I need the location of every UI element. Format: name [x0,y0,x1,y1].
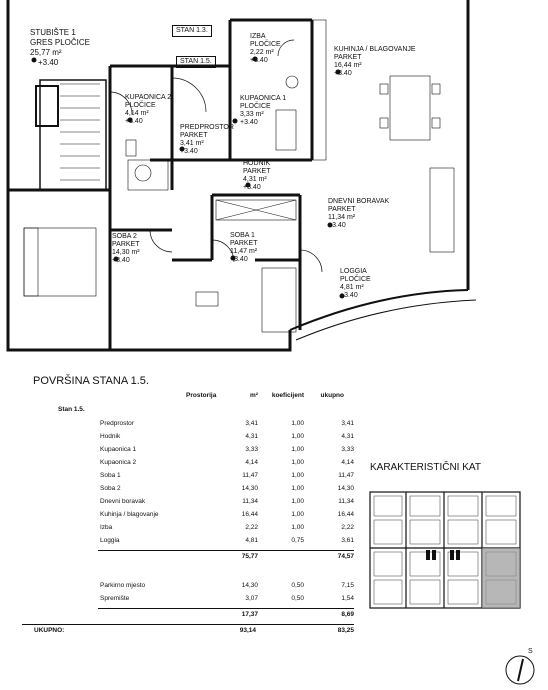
room-name: PREDPROSTOR [180,124,234,131]
cell-name: Predprostor [100,420,134,427]
subtotal-total: 74,57 [337,553,354,560]
room-area: 11,47 m² [230,248,258,255]
room-floor: PLOČICE [340,276,371,283]
room-area: 4,31 m² [243,176,267,183]
cell-name: Izba [100,524,113,531]
stair-label [30,28,90,68]
room-floor: PARKET [230,240,258,247]
bed-soba1 [262,268,296,332]
room-name: IZBA [250,33,266,40]
cell-coef: 1,00 [291,472,304,479]
cell-m2: 16,44 [241,511,258,518]
tag-stan-1-5: STAN 1.5. [176,56,216,68]
cell-coef: 0,50 [291,582,304,589]
cell-m2: 4,14 [245,459,258,466]
cell-m2: 14,30 [241,485,258,492]
room-label-kupaonica-2 [125,94,171,126]
cell-coef: 1,00 [291,485,304,492]
stair-level: +3.40 [38,58,59,67]
room-level: +3.40 [243,184,261,191]
cell-coef: 1,00 [291,459,304,466]
header-prostorija: Prostorija [186,392,217,399]
room-floor: PARKET [334,54,362,61]
cell-coef: 0,50 [291,595,304,602]
cell-total: 7,15 [341,582,354,589]
table-row [58,485,354,497]
room-floor: PARKET [180,132,208,139]
room-name: DNEVNI BORAVAK [328,198,390,205]
total-ukupno: 83,25 [337,627,354,634]
room-floor: PARKET [243,168,271,175]
cell-name: Loggia [100,537,120,544]
cell-total: 3,33 [341,446,354,453]
room-area: 2,22 m² [250,49,274,56]
unit-label: Stan 1.5. [58,406,85,413]
dining-table [390,76,430,140]
header-m2: m² [250,392,258,399]
cell-total: 16,44 [337,511,354,518]
cell-name: Spremište [100,595,130,602]
room-floor: PLOČICE [240,103,271,110]
room-label-kupaonica-1 [240,95,286,127]
room-level: +3.40 [240,119,258,126]
cell-total: 1,54 [341,595,354,602]
room-label-kuhinja [334,46,416,78]
room-name: SOBA 2 [112,233,137,240]
room-area: 16,44 m² [334,62,362,69]
cell-m2: 3,41 [245,420,258,427]
subtotal-row [58,611,354,623]
table-title: POVRŠINA STANA 1.5. [33,375,149,387]
cell-name: Parkirno mjesto [100,582,146,589]
cell-name: Hodnik [100,433,121,440]
bed-soba2 [24,228,96,296]
room-label-predprostor [180,124,234,156]
room-level: +3.40 [334,70,352,77]
table-row [58,446,354,458]
table-row [58,537,354,549]
divider [98,550,354,551]
subtotal-m2: 17,37 [241,611,258,618]
table-row [58,595,354,607]
room-level: +3.40 [125,118,143,125]
cell-m2: 11,34 [242,498,258,505]
cell-name: Soba 2 [100,485,121,492]
room-floor: PLOČICE [250,41,281,48]
subtotal-row [58,553,354,565]
cell-m2: 11,47 [242,472,258,479]
cell-m2: 4,81 [245,537,258,544]
total-label: UKUPNO: [34,627,65,634]
room-label-loggia [340,268,371,300]
subtotal-m2: 75,77 [241,553,258,560]
room-level: +3.40 [230,256,248,263]
bathtub [128,160,168,190]
stair-floor: GRES PLOČICE [30,38,91,47]
room-name: KUHINJA / BLAGOVANJE [334,46,416,53]
cell-name: Kuhinja / blagovanje [100,511,159,518]
cell-m2: 2,22 [245,524,258,531]
room-level: +3.40 [250,57,268,64]
header-ukupno: ukupno [320,392,344,399]
north-arrow-icon [502,648,542,686]
room-area: 3,33 m² [240,111,264,118]
cell-coef: 0,75 [291,537,304,544]
cell-total: 4,14 [341,459,354,466]
cell-name: Dnevni boravak [100,498,146,505]
cell-total: 3,41 [341,420,354,427]
room-label-soba-2 [112,233,140,265]
highlighted-apartment [482,548,520,608]
room-area: 14,30 m² [112,249,140,256]
cell-total: 14,30 [337,485,354,492]
cell-coef: 1,00 [291,446,304,453]
room-name: KUPAONICA 1 [240,95,287,102]
room-area: 11,34 m² [328,214,356,221]
key-plan-title: KARAKTERISTIČNI KAT [370,462,481,473]
cell-m2: 14,30 [241,582,258,589]
kitchen-counter [312,20,326,160]
table-row [58,472,354,484]
cell-coef: 1,00 [291,498,304,505]
room-label-izba [250,33,281,65]
room-floor: PARKET [328,206,356,213]
cell-m2: 3,07 [245,595,258,602]
cell-coef: 1,00 [291,511,304,518]
cell-m2: 4,31 [245,433,258,440]
cell-total: 11,34 [338,498,354,505]
cell-coef: 1,00 [291,524,304,531]
sofa [430,168,454,252]
cell-name: Kupaonica 2 [100,459,137,466]
header-koeficijent: koeficijent [271,392,304,399]
room-level: +3.40 [112,257,130,264]
room-floor: PLOČICE [125,102,156,109]
room-area: 4,81 m² [340,284,364,291]
table-row [58,433,354,445]
loggia-edge [290,290,468,330]
room-label-soba-1 [230,232,258,264]
cell-total: 2,22 [341,524,354,531]
cell-coef: 1,00 [291,433,304,440]
room-label-hodnik [243,160,271,192]
stair-area: 25,77 m² [30,48,62,57]
room-area: 3,41 m² [180,140,204,147]
cell-total: 3,61 [341,537,354,544]
table-header [58,392,354,404]
room-label-dnevni-boravak [328,198,389,230]
cell-name: Kupaonica 1 [100,446,137,453]
north-label: S [528,648,533,655]
table-row [58,511,354,523]
key-plan [366,488,526,612]
table-row [58,459,354,471]
stair-name: STUBIŠTE 1 [30,28,76,37]
cell-name: Soba 1 [100,472,121,479]
cell-total: 4,31 [341,433,354,440]
cell-m2: 3,33 [245,446,258,453]
unit-label-row [58,406,354,418]
total-divider [22,624,354,625]
total-m2: 93,14 [239,627,256,634]
room-area: 4,14 m² [125,110,149,117]
table-row [58,582,354,594]
cell-coef: 1,00 [291,420,304,427]
room-name: LOGGIA [340,268,367,275]
table-row [58,420,354,432]
room-level: +3.40 [340,292,358,299]
table-row [58,498,354,510]
room-name: KUPAONICA 2 [125,94,172,101]
room-level: +3.40 [328,222,346,229]
room-floor: PARKET [112,241,140,248]
room-level: +3.40 [180,148,198,155]
room-name: SOBA 1 [230,232,255,239]
table-row [58,524,354,536]
cell-total: 11,47 [338,472,354,479]
divider [98,608,354,609]
tag-stan-1-3: STAN 1.3. [172,25,212,37]
stair-block [40,80,106,190]
subtotal-total: 8,69 [341,611,354,618]
room-name: HODNIK [243,160,271,167]
